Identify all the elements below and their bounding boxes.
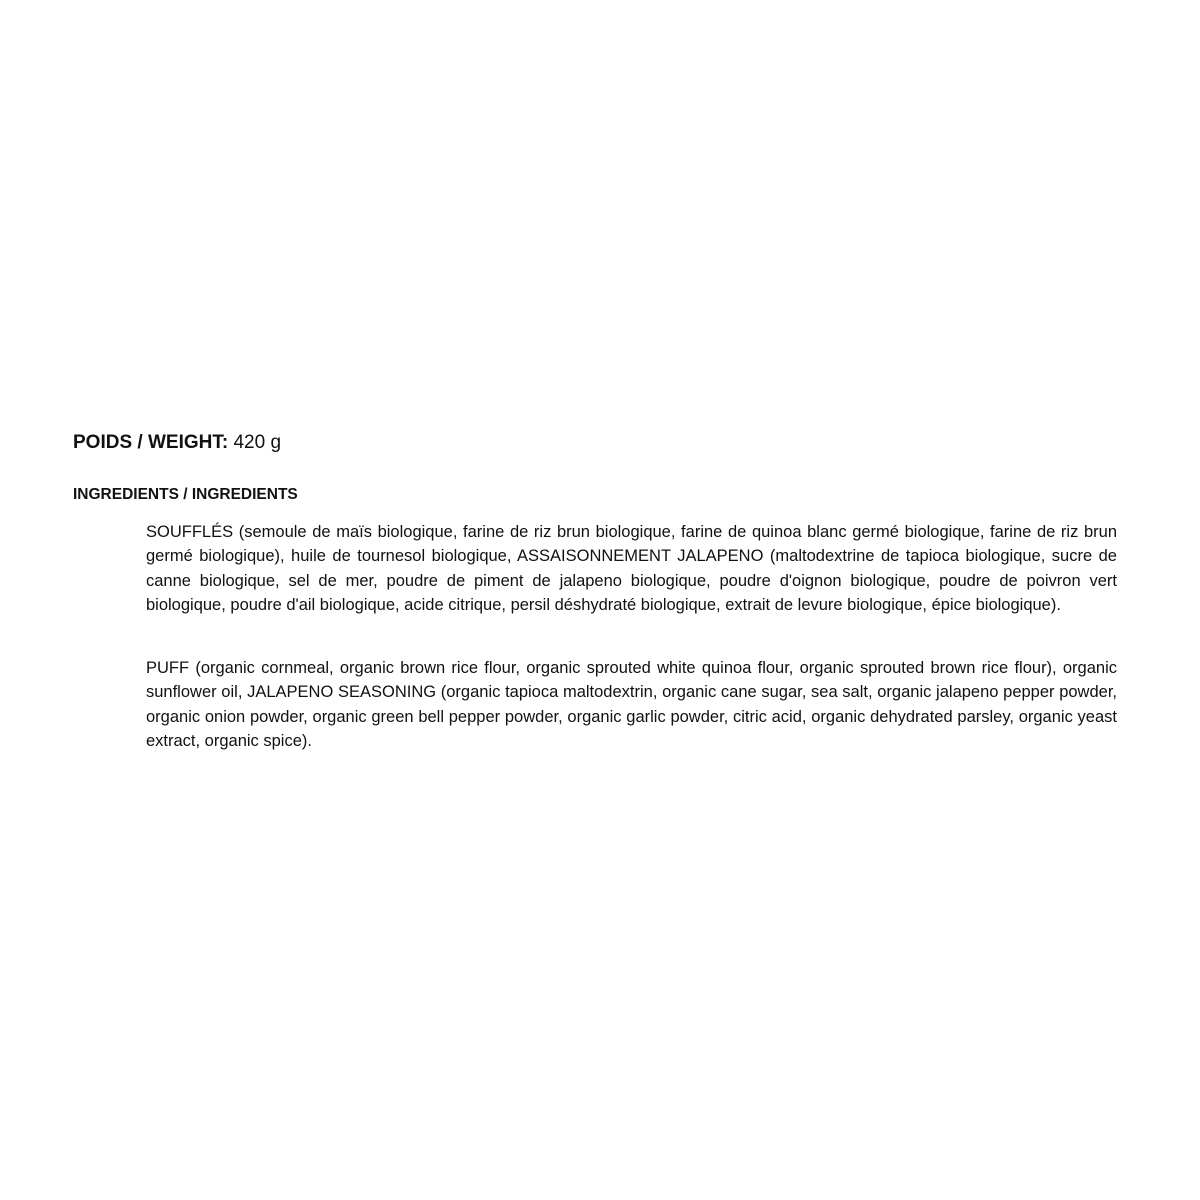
ingredients-french: SOUFFLÉS (semoule de maïs biologique, farine de riz brun biologique, farine de quinoa blanc germé biologique, farine de riz brun germé biologique), huile de tournesol biologique, ASSAISONNEMENT JALAPENO (maltodextrine de tapioca biologique, sucre de canne biologique, sel de mer, poudre de piment de jalapeno biologique, poudre d'oignon biologique, poudre de poivron vert biologique, poudre d'ail biologique, acide citrique, persil déshydraté biologique, extrait de levure biologique, épice biologique). [146,523,1117,615]
weight-label: POIDS / WEIGHT: [73,432,229,453]
weight-value: 420 g [233,432,282,453]
ingredients-heading: INGREDIENTS / INGREDIENTS [73,486,298,503]
weight-line [73,430,281,456]
ingredients-english: PUFF (organic cornmeal, organic brown rice flour, organic sprouted white quinoa flour, organic sprouted brown rice flour), organic sunflower oil, JALAPENO SEASONING (organic tapioca maltodextrin, organic cane sugar, sea salt, organic jalapeno pepper powder, organic onion powder, organic green bell pepper powder, organic garlic powder, citric acid, organic dehydrated parsley, organic yeast extract, organic spice). [146,659,1117,751]
